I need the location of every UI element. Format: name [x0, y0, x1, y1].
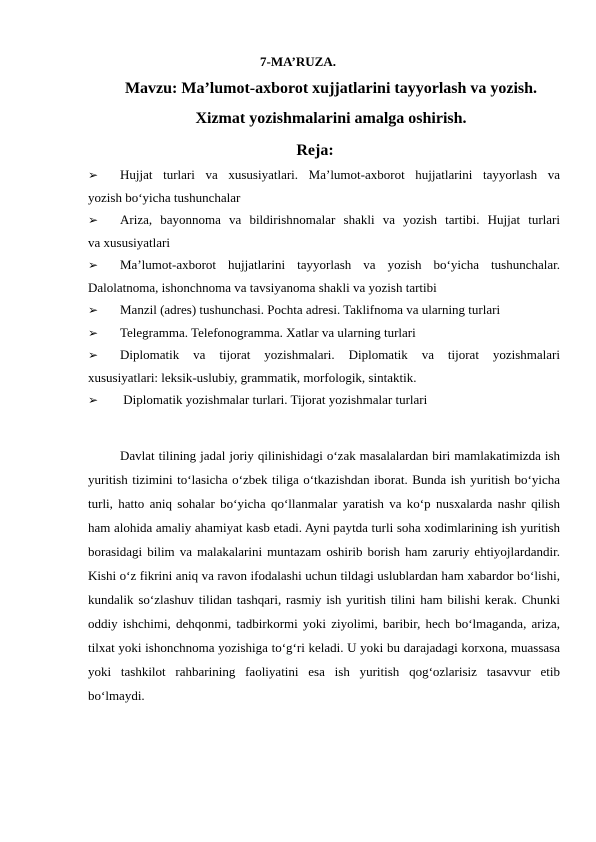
plan-item-line1: Ma’lumot-axborot hujjatlarini tayyorlash va yozish bo‘yicha tushunchalar. [120, 257, 560, 272]
plan-item-line1: Manzil (adres) tushunchasi. Pochta adresi. Taklifnoma va ularning turlari [120, 302, 501, 317]
plan-item [88, 254, 560, 299]
plan-item [88, 322, 560, 345]
arrow-bullet-icon: ➢ [88, 393, 99, 407]
arrow-bullet-icon: ➢ [88, 325, 99, 340]
arrow-bullet-icon: ➢ [88, 213, 99, 227]
plan-item-line2: yozish bo‘yicha tushunchalar [88, 189, 241, 205]
plan-item-line1: Diplomatik yozishmalar turlari. Tijorat yozishmalar turlari [120, 392, 428, 407]
plan-item-line1: Telegramma. Telefonogramma. Xatlar va ularning turlari [120, 324, 416, 340]
plan-item-line1: Hujjat turlari va xususiyatlari. Ma’lumot-axborot hujjatlarini tayyorlash va [120, 167, 560, 182]
arrow-bullet-icon: ➢ [88, 258, 99, 272]
topic-title-line1: Mavzu: Ma’lumot-axborot xujjatlarini tayyorlash va yozish. [124, 80, 538, 97]
plan-item-line2: va xususiyatlari [88, 234, 170, 250]
topic-title-line2: Xizmat yozishmalarini amalga oshirish. [195, 110, 467, 127]
plan-item [88, 209, 560, 254]
arrow-bullet-icon: ➢ [88, 348, 99, 362]
plan-item-line1: Ariza, bayonnoma va bildirishnomalar shakli va yozish tartibi. Hujjat turlari [120, 212, 560, 227]
plan-item-line2: Dalolatnoma, ishonchnoma va tavsiyanoma shakli va yozish tartibi [88, 279, 437, 295]
arrow-bullet-icon: ➢ [88, 303, 99, 317]
plan-list [88, 164, 560, 412]
body-paragraph: Davlat tilining jadal joriy qilinishidagi o‘zak masalalardan biri mamlakatimizda ish yuritish tizimini to‘lasicha o‘zbek tiliga o‘tkazishdan iborat. Bunda ish yuritish bo‘yicha turli, hatto aniq sohalar bo‘yicha qo‘llanmalar yaratish va ko‘p nusxalarda nashr qilish ham alohida amaliy ahamiyat kasb etadi. Ayni paytda turli soha xodimlarining ish yuritish borasidagi bilim va malakalarini muntazam oshirib borish ham zaruriy ehtiyojlardandir. Kishi o‘z fikrini aniq va ravon ifodalashi uchun tildagi uslublardan ham xabardor bo‘lishi, kundalik so‘zlashuv tilidan tashqari, rasmiy ish yuritish tilini ham bilishi kerak. Chunki oddiy ishchimi, dehqonmi, tadbirkormi yoki ziyolimi, baribir, hech bo‘lmaganda, ariza, tilxat yoki ishonchnoma yozishiga to‘g‘ri keladi. U yoki bu darajadagi korxona, muassasa yoki tashkilot rahbarining faoliyatini esa ish yuritish qog‘ozlarisiz tasavvur etib bo‘lmaydi. [88, 448, 560, 703]
plan-item-line2: xususiyatlari: leksik-uslubiy, grammatik, morfologik, sintaktik. [88, 369, 417, 385]
plan-title: Reja: [296, 142, 334, 159]
lecture-number: 7-MA’RUZA. [260, 54, 336, 69]
arrow-bullet-icon: ➢ [88, 168, 99, 182]
plan-item [88, 164, 560, 209]
plan-item [88, 299, 560, 322]
plan-item [88, 389, 560, 412]
plan-item [88, 344, 560, 389]
plan-item-line1: Diplomatik va tijorat yozishmalari. Diplomatik va tijorat yozishmalari [120, 347, 560, 362]
